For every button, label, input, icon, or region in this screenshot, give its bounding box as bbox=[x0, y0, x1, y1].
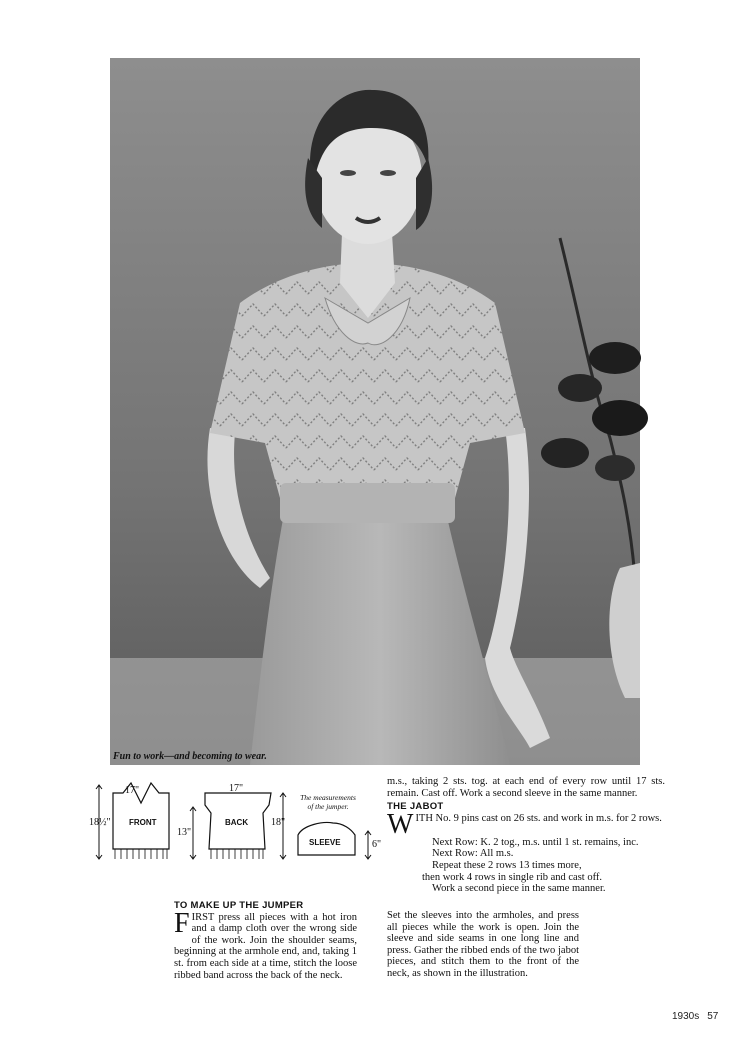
section-label: 1930s bbox=[672, 1011, 700, 1022]
front-height: 18½" bbox=[89, 817, 111, 828]
make-up-column bbox=[174, 900, 357, 981]
right-column-text bbox=[387, 776, 665, 895]
diagram-note: The measurements of the jumper. bbox=[300, 793, 356, 811]
front-piece-outline bbox=[113, 783, 169, 849]
jabot-first: ITH No. 9 pins cast on 26 sts. and work in m.s. for 2 rows. bbox=[415, 812, 662, 824]
sleeve-instructions: m.s., taking 2 sts. tog. at each end of every row until 17 sts. remain. Cast off. Work a second sleeve in the same manner. bbox=[387, 776, 665, 799]
jabot-heading: THE JABOT bbox=[387, 801, 444, 813]
photo-caption: Fun to work—and becoming to wear. bbox=[113, 751, 267, 762]
back-width: 17" bbox=[229, 783, 244, 794]
rib-line: then work 4 rows in single rib and cast off. bbox=[422, 871, 603, 883]
next-row-2: Next Row: All m.s. bbox=[432, 848, 514, 860]
vintage-photograph bbox=[110, 58, 640, 765]
sleeve-label: SLEEVE bbox=[309, 838, 341, 847]
page-folio bbox=[672, 1011, 718, 1022]
second-piece-line: Work a second piece in the same manner. bbox=[432, 883, 606, 895]
jabot-dropcap: W bbox=[387, 808, 414, 840]
next-row-1: Next Row: K. 2 tog., m.s. until 1 st. remains, inc. bbox=[432, 836, 639, 848]
make-up-dropcap: F bbox=[174, 907, 190, 939]
ribbed-height: 13" bbox=[177, 827, 192, 838]
photo-illustration bbox=[110, 58, 640, 765]
front-label: FRONT bbox=[129, 818, 157, 827]
back-height: 18" bbox=[271, 817, 286, 828]
jabot-paragraph bbox=[387, 808, 665, 840]
sleeve-height: 6" bbox=[372, 839, 382, 850]
make-up-heading: TO MAKE UP THE JUMPER bbox=[174, 900, 304, 911]
back-label: BACK bbox=[225, 818, 249, 827]
front-width: 17" bbox=[125, 785, 140, 796]
repeat-line: Repeat these 2 rows 13 times more, bbox=[432, 859, 582, 871]
make-up-text: IRST press all pieces with a hot iron and a damp cloth over the wrong side of the work. Join the shoulder seams, beginning at the armhole end, and, taking 1 st. from each side at a time, stitch the loose ribbed band across the back of the neck. bbox=[174, 911, 357, 981]
make-up-continued: Set the sleeves into the armholes, and press all pieces while the work is open. Join the sleeve and side seams in one long line and press. Gather the ribbed ends of the two jabot pieces, and stitch them to the front of the neck, as shown in the illustration. bbox=[387, 910, 579, 979]
page-number: 57 bbox=[707, 1011, 719, 1022]
make-up-paragraph bbox=[174, 907, 357, 982]
measurement-diagram bbox=[89, 773, 385, 873]
